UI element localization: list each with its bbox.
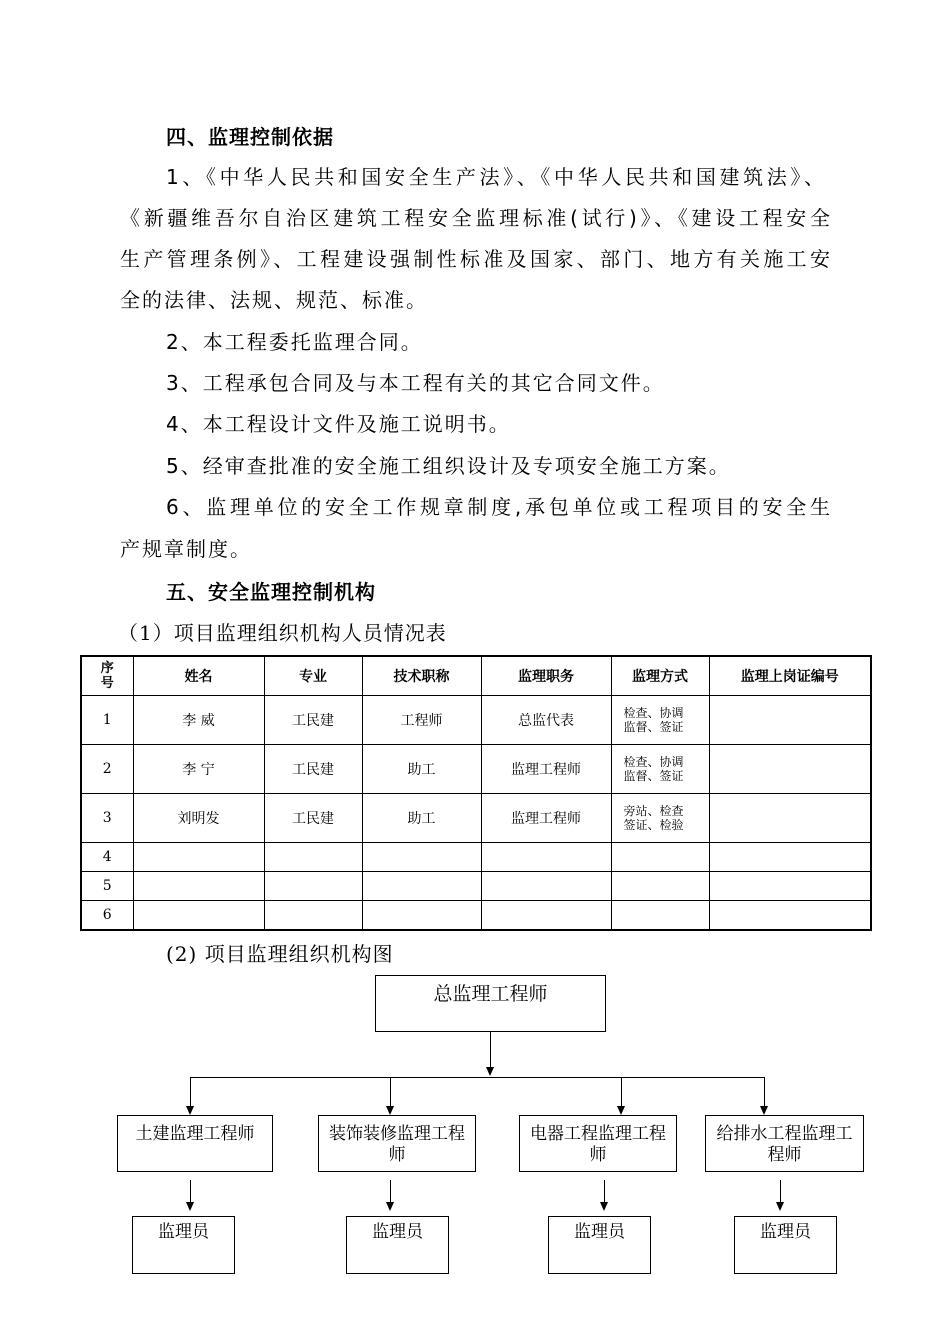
- item5: 5、经审查批准的安全施工组织设计及专项安全施工方案。: [166, 454, 731, 478]
- connector-branch: [764, 1077, 765, 1107]
- connector-trunk: [490, 1032, 491, 1068]
- org-inspector-box: 监理员: [346, 1216, 449, 1274]
- connector-branch: [190, 1077, 191, 1107]
- table-header-row: [81, 656, 871, 696]
- cell-name: [133, 843, 264, 872]
- connector-leaf: [604, 1180, 605, 1203]
- cell-major: 工民建: [264, 745, 362, 794]
- table-row: [81, 794, 871, 843]
- header-cert: 监理上岗证编号: [709, 656, 871, 696]
- org-inspector-box: 监理员: [132, 1216, 235, 1274]
- org-civil-engineer-box: 土建监理工程师: [117, 1115, 273, 1172]
- arrow-down-icon: [617, 1106, 625, 1115]
- header-seq: 序 号: [81, 656, 133, 696]
- chart-title: (2) 项目监理组织机构图: [166, 942, 394, 966]
- cell-seq: 2: [81, 745, 133, 794]
- org-plumbing-engineer-box: 给排水工程监理工程师: [705, 1115, 864, 1172]
- connector-leaf: [190, 1180, 191, 1203]
- cell-role: 监理工程师: [481, 745, 611, 794]
- cell-mode: 旁站、检查 签证、检验: [611, 794, 709, 843]
- cell-title: [362, 900, 481, 930]
- cell-mode: 检查、协调 监督、签证: [611, 745, 709, 794]
- org-inspector-box: 监理员: [734, 1216, 837, 1274]
- connector-branch: [390, 1077, 391, 1107]
- item3: 3、工程承包合同及与本工程有关的其它合同文件。: [166, 371, 665, 395]
- item2: 2、本工程委托监理合同。: [166, 330, 423, 354]
- arrow-down-icon: [776, 1202, 784, 1211]
- connector-leaf: [390, 1180, 391, 1203]
- cell-title: [362, 872, 481, 901]
- table-row: [81, 696, 871, 745]
- org-electrical-engineer-box: 电器工程监理工程师: [519, 1115, 677, 1172]
- table-title: （1）项目监理组织机构人员情况表: [118, 621, 447, 645]
- cell-cert: [709, 794, 871, 843]
- cell-mode: [611, 900, 709, 930]
- cell-title: 助工: [362, 794, 481, 843]
- cell-major: 工民建: [264, 696, 362, 745]
- item6-line1: 6、监理单位的安全工作规章制度,承包单位或工程项目的安全生: [166, 495, 832, 519]
- section5-heading: 五、安全监理控制机构: [166, 580, 376, 604]
- cell-title: [362, 843, 481, 872]
- cell-seq: 4: [81, 843, 133, 872]
- table-row: [81, 843, 871, 872]
- cell-name: 李 威: [133, 696, 264, 745]
- cell-title: 助工: [362, 745, 481, 794]
- org-decoration-engineer-box: 装饰装修监理工程师: [318, 1115, 476, 1172]
- item6-line2: 产规章制度。: [120, 537, 252, 561]
- cell-role: [481, 872, 611, 901]
- item1-line3: 生产管理条例》、工程建设强制性标准及国家、部门、地方有关施工安: [120, 247, 832, 271]
- item1-line2: 《新疆维吾尔自治区建筑工程安全监理标准(试行)》、《建设工程安全: [120, 206, 832, 230]
- cell-name: 李 宁: [133, 745, 264, 794]
- arrow-down-icon: [486, 1067, 494, 1076]
- cell-seq: 3: [81, 794, 133, 843]
- org-chief-box: 总监理工程师: [375, 975, 606, 1032]
- cell-role: [481, 900, 611, 930]
- table-row: [81, 745, 871, 794]
- cell-cert: [709, 900, 871, 930]
- arrow-down-icon: [186, 1202, 194, 1211]
- cell-name: 刘明发: [133, 794, 264, 843]
- org-inspector-box: 监理员: [548, 1216, 651, 1274]
- cell-role: [481, 843, 611, 872]
- cell-mode: [611, 872, 709, 901]
- cell-name: [133, 900, 264, 930]
- cell-major: 工民建: [264, 794, 362, 843]
- cell-name: [133, 872, 264, 901]
- arrow-down-icon: [186, 1106, 194, 1115]
- arrow-down-icon: [386, 1106, 394, 1115]
- header-title: 技术职称: [362, 656, 481, 696]
- cell-cert: [709, 745, 871, 794]
- item1-line1: 1、《中华人民共和国安全生产法》、《中华人民共和国建筑法》、: [166, 165, 826, 189]
- staff-table: [80, 655, 872, 931]
- connector-leaf: [780, 1180, 781, 1203]
- table-row: [81, 900, 871, 930]
- header-role: 监理职务: [481, 656, 611, 696]
- cell-major: [264, 872, 362, 901]
- cell-cert: [709, 872, 871, 901]
- header-mode: 监理方式: [611, 656, 709, 696]
- cell-role: 监理工程师: [481, 794, 611, 843]
- arrow-down-icon: [386, 1202, 394, 1211]
- section4-heading: 四、监理控制依据: [166, 125, 334, 149]
- cell-seq: 1: [81, 696, 133, 745]
- arrow-down-icon: [760, 1106, 768, 1115]
- cell-cert: [709, 843, 871, 872]
- connector-bus: [190, 1077, 765, 1078]
- cell-cert: [709, 696, 871, 745]
- header-name: 姓名: [133, 656, 264, 696]
- item4: 4、本工程设计文件及施工说明书。: [166, 412, 511, 436]
- arrow-down-icon: [600, 1202, 608, 1211]
- header-major: 专业: [264, 656, 362, 696]
- cell-mode: [611, 843, 709, 872]
- cell-major: [264, 900, 362, 930]
- item1-line4: 全的法律、法规、规范、标准。: [120, 288, 428, 312]
- cell-seq: 5: [81, 872, 133, 901]
- cell-major: [264, 843, 362, 872]
- cell-role: 总监代表: [481, 696, 611, 745]
- connector-branch: [621, 1077, 622, 1107]
- table-row: [81, 872, 871, 901]
- cell-title: 工程师: [362, 696, 481, 745]
- cell-seq: 6: [81, 900, 133, 930]
- cell-mode: 检查、协调 监督、签证: [611, 696, 709, 745]
